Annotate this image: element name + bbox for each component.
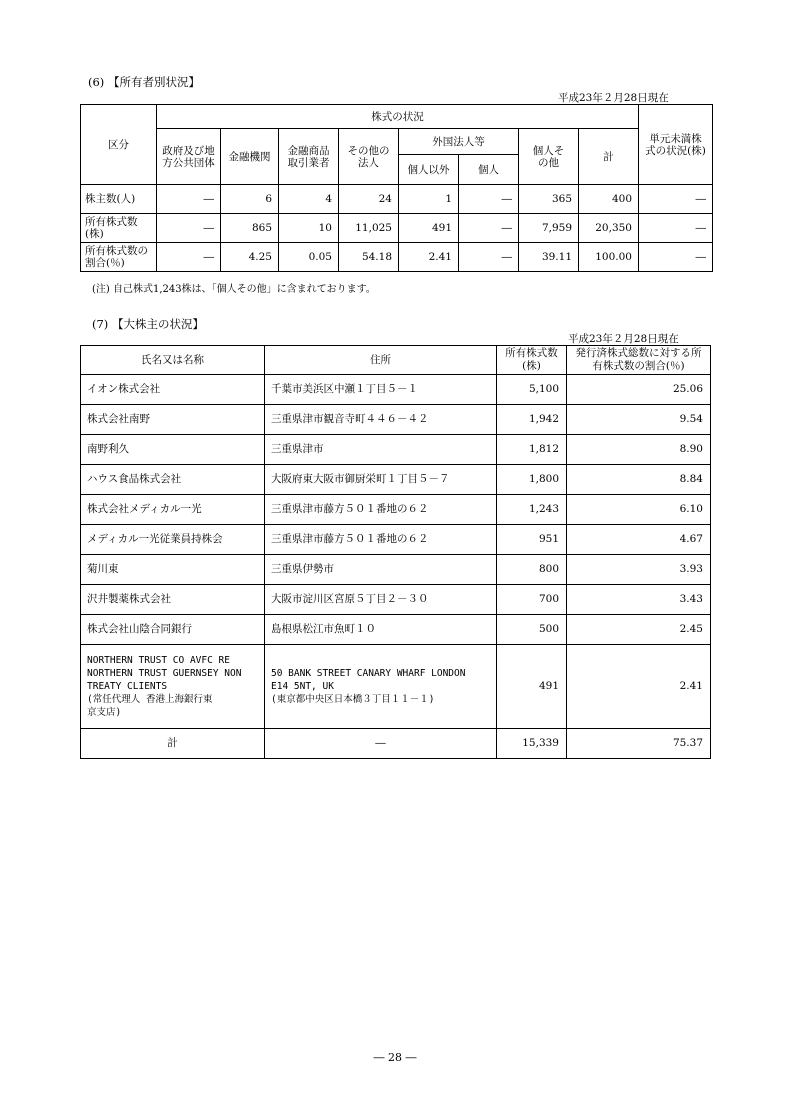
- table-row: [81, 375, 711, 405]
- cell: ―: [157, 214, 221, 243]
- table-row: [81, 214, 713, 243]
- shareholder-shares: 1,812: [497, 435, 567, 465]
- shareholder-name: 菊川東: [81, 555, 265, 585]
- total-label: 計: [81, 729, 265, 759]
- shareholder-shares: 700: [497, 585, 567, 615]
- shareholder-ratio: 25.06: [567, 375, 711, 405]
- cell: 4.25: [221, 243, 279, 272]
- table-row: [81, 185, 713, 214]
- table-row: [81, 405, 711, 435]
- total-ratio: 75.37: [567, 729, 711, 759]
- cell: 865: [221, 214, 279, 243]
- cell: 7,959: [519, 214, 579, 243]
- shareholder-ratio: 6.10: [567, 495, 711, 525]
- row-label: 所有株式数(株): [81, 214, 157, 243]
- table-row: [81, 243, 713, 272]
- cell: ―: [639, 214, 713, 243]
- header-stock-status: 株式の状況: [157, 105, 639, 129]
- shareholder-name: 沢井製薬株式会社: [81, 585, 265, 615]
- section6-note: (注) 自己株式1,243株は、「個人その他」に含まれております。: [92, 284, 376, 295]
- shareholder-address: 大阪府東大阪市御厨栄町１丁目５－７: [265, 465, 497, 495]
- table-row: [81, 555, 711, 585]
- shareholder-address: 三重県津市: [265, 435, 497, 465]
- cell: 10: [279, 214, 339, 243]
- cell: ―: [459, 214, 519, 243]
- header-address: 住所: [265, 346, 497, 375]
- section6-as-of: 平成23年２月28日現在: [558, 92, 669, 104]
- shareholder-ratio: 3.43: [567, 585, 711, 615]
- total-address: ―: [265, 729, 497, 759]
- cell: 0.05: [279, 243, 339, 272]
- shareholder-ratio: 2.45: [567, 615, 711, 645]
- table-row: [81, 645, 711, 729]
- shareholder-shares: 1,942: [497, 405, 567, 435]
- shareholder-address: 大阪市淀川区宮原５丁目２－３０: [265, 585, 497, 615]
- name-line: (常任代理人 香港上海銀行東: [87, 694, 213, 705]
- header-ratio: 発行済株式総数に対する所有株式数の割合(％): [567, 346, 711, 375]
- shareholder-name: 株式会社南野: [81, 405, 265, 435]
- header-name: 氏名又は名称: [81, 346, 265, 375]
- shareholder-shares: 491: [497, 645, 567, 729]
- shareholder-ratio: 9.54: [567, 405, 711, 435]
- shareholder-ratio: 8.90: [567, 435, 711, 465]
- shareholder-name: 株式会社メディカル一光: [81, 495, 265, 525]
- table-row: [81, 615, 711, 645]
- header-individuals-other: 個人その他: [519, 129, 579, 185]
- shareholder-address: 三重県伊勢市: [265, 555, 497, 585]
- shareholder-address: 三重県津市観音寺町４４６－４２: [265, 405, 497, 435]
- major-shareholders-table: [80, 345, 711, 759]
- row-label: 株主数(人): [81, 185, 157, 214]
- shareholder-address: 三重県津市藤方５０１番地の６２: [265, 525, 497, 555]
- address-line: E14 5NT, UK: [271, 681, 334, 692]
- shareholder-address: 千葉市美浜区中瀬１丁目５－１: [265, 375, 497, 405]
- shareholder-name: 南野利久: [81, 435, 265, 465]
- header-foreign-individual: 個人: [459, 155, 519, 185]
- shareholder-shares: 5,100: [497, 375, 567, 405]
- table-row: [81, 495, 711, 525]
- shareholder-address: 三重県津市藤方５０１番地の６２: [265, 495, 497, 525]
- header-other-corporations: その他の法人: [339, 129, 399, 185]
- header-total: 計: [579, 129, 639, 185]
- header-shares: 所有株式数(株): [497, 346, 567, 375]
- name-line: NORTHERN TRUST GUERNSEY NON: [87, 668, 242, 679]
- name-line: NORTHERN TRUST CO AVFC RE: [87, 655, 230, 666]
- header-fractional: 単元未満株式の状況(株): [639, 105, 713, 185]
- shareholder-shares: 951: [497, 525, 567, 555]
- cell: 365: [519, 185, 579, 214]
- cell: 1: [399, 185, 459, 214]
- owner-distribution-table: [80, 104, 713, 272]
- header-securities-dealers: 金融商品取引業者: [279, 129, 339, 185]
- table-row: [81, 435, 711, 465]
- cell: ―: [639, 243, 713, 272]
- page-number: ― 28 ―: [373, 1051, 417, 1064]
- row-label: 所有株式数の割合(％): [81, 243, 157, 272]
- cell: 491: [399, 214, 459, 243]
- cell: 400: [579, 185, 639, 214]
- table-row: [81, 585, 711, 615]
- header-foreign-non-individual: 個人以外: [399, 155, 459, 185]
- shareholder-shares: 1,800: [497, 465, 567, 495]
- shareholder-ratio: 4.67: [567, 525, 711, 555]
- section7-as-of: 平成23年２月28日現在: [568, 333, 679, 345]
- cell: 39.11: [519, 243, 579, 272]
- shareholder-ratio: 2.41: [567, 645, 711, 729]
- header-category: 区分: [81, 105, 157, 185]
- cell: ―: [157, 243, 221, 272]
- address-line: 50 BANK STREET CANARY WHARF LONDON: [271, 668, 466, 679]
- shareholder-name: 株式会社山陰合同銀行: [81, 615, 265, 645]
- header-financial-institutions: 金融機関: [221, 129, 279, 185]
- shareholder-ratio: 8.84: [567, 465, 711, 495]
- cell: 20,350: [579, 214, 639, 243]
- cell: ―: [157, 185, 221, 214]
- total-row: [81, 729, 711, 759]
- cell: 11,025: [339, 214, 399, 243]
- shareholder-name: イオン株式会社: [81, 375, 265, 405]
- table-row: [81, 465, 711, 495]
- total-shares: 15,339: [497, 729, 567, 759]
- cell: 54.18: [339, 243, 399, 272]
- shareholder-shares: 1,243: [497, 495, 567, 525]
- cell: ―: [459, 243, 519, 272]
- shareholder-name: ハウス食品株式会社: [81, 465, 265, 495]
- name-line: 京支店): [87, 707, 122, 718]
- header-government: 政府及び地方公共団体: [157, 129, 221, 185]
- cell: 6: [221, 185, 279, 214]
- shareholder-ratio: 3.93: [567, 555, 711, 585]
- cell: 2.41: [399, 243, 459, 272]
- address-line: (東京都中央区日本橋３丁目１１－１): [271, 694, 435, 705]
- table-row: [81, 525, 711, 555]
- shareholder-name: [81, 645, 265, 729]
- section7-title: (7) 【大株主の状況】: [92, 317, 204, 331]
- cell: ―: [639, 185, 713, 214]
- header-foreign-group: 外国法人等: [399, 129, 519, 155]
- shareholder-shares: 500: [497, 615, 567, 645]
- shareholder-address: 島根県松江市魚町１０: [265, 615, 497, 645]
- name-line: TREATY CLIENTS: [87, 681, 168, 692]
- section6-title: (6) 【所有者別状況】: [88, 75, 200, 89]
- shareholder-name: メディカル一光従業員持株会: [81, 525, 265, 555]
- cell: 24: [339, 185, 399, 214]
- cell: 100.00: [579, 243, 639, 272]
- shareholder-address: [265, 645, 497, 729]
- shareholder-shares: 800: [497, 555, 567, 585]
- cell: ―: [459, 185, 519, 214]
- cell: 4: [279, 185, 339, 214]
